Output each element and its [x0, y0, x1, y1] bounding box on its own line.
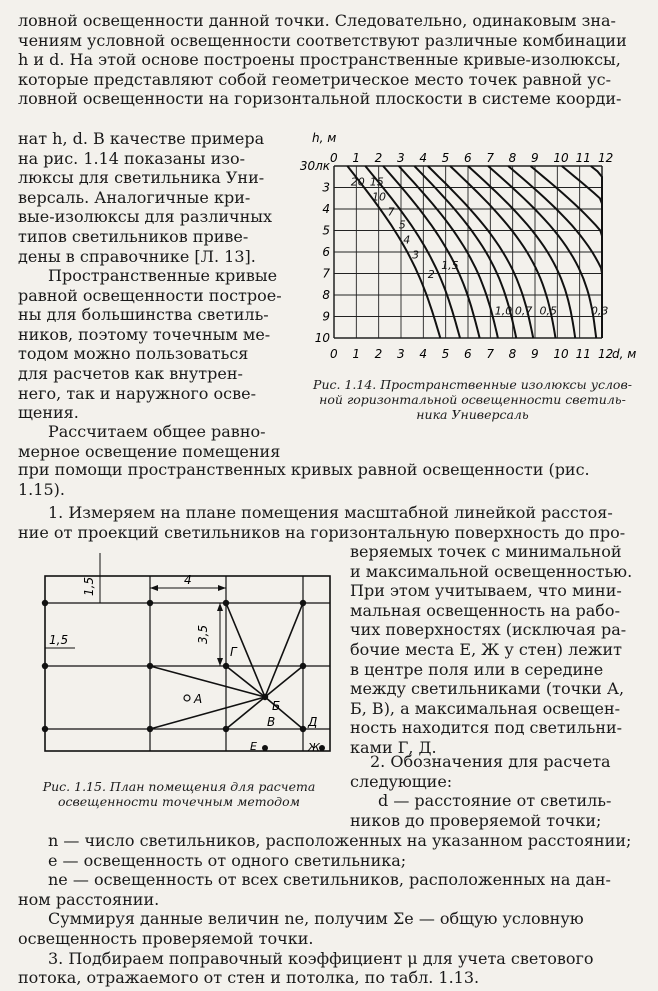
x-tick-label-top: 7: [486, 151, 494, 165]
text-line: чих поверхностях (исключая ра-: [350, 620, 627, 640]
x-tick-label-bottom: 10: [553, 347, 569, 361]
text-line: ловной освещенности на горизонтальной плоскости в системе коорди-: [18, 89, 622, 109]
step-1-paragraph: [18, 503, 630, 542]
x-tick-label-top: 5: [441, 151, 450, 165]
curve-label: 0,3: [590, 304, 609, 318]
figure-1-15-room-plan: [40, 548, 340, 758]
dimension-label-corner: 1,5: [82, 576, 96, 596]
arrow-head: [217, 658, 223, 666]
x-tick-label-top: 10: [553, 151, 569, 165]
text-line: мальная освещенность на рабо-: [350, 600, 620, 620]
curve-label: 20: [350, 175, 365, 189]
y-tick-label: 30лк: [299, 159, 330, 173]
x-tick-label-bottom: 0: [330, 347, 338, 361]
curve-label: 1,0: [494, 304, 513, 318]
arrow-head: [217, 603, 223, 611]
x-tick-label-bottom: 8: [508, 347, 517, 361]
y-axis-ticks: [300, 159, 331, 345]
text-line: 2. Обозначения для расчета: [370, 752, 611, 771]
arrow-head: [150, 585, 158, 591]
x-tick-label-bottom: 2: [374, 347, 383, 361]
text-line: версаль. Аналогичные кри-: [18, 187, 251, 207]
text-line: освещенность проверяемой точки.: [18, 928, 314, 948]
text-line: щения.: [18, 403, 79, 423]
caption-line: Рис. 1.15. План помещения для расчета: [42, 779, 316, 794]
x-tick-label-top: 8: [508, 151, 517, 165]
text-line: n — число светильников, расположенных на указанном расстоянии;: [48, 831, 632, 850]
x-tick-label-bottom: 12: [598, 347, 614, 361]
step-2-right-column: [350, 752, 630, 830]
text-line: Пространственные кривые: [48, 266, 278, 285]
text-line: дены в справочнике [Л. 13].: [18, 246, 256, 266]
curve-label: 0,7: [514, 304, 533, 318]
point-g-label: Г: [230, 645, 237, 659]
x-tick-label-top: 12: [598, 151, 614, 165]
text-line: ны для большинства светиль-: [18, 305, 269, 325]
x-tick-label-bottom: 9: [531, 347, 539, 361]
y-tick-label: 8: [322, 288, 330, 302]
text-line: ников, поэтому точечным ме-: [18, 324, 271, 344]
text-line: d — расстояние от светиль-: [378, 791, 612, 811]
text-line: люксы для светильника Уни-: [18, 168, 265, 188]
text-line: мерное освещение помещения: [18, 441, 281, 461]
text-line: чениям условной освещенности соответствуют различные комбинации: [18, 30, 627, 50]
point-a-marker: [184, 695, 190, 701]
step-1-right-column: [350, 542, 633, 758]
text-line: между светильниками (точки А,: [350, 679, 625, 699]
text-line: в центре поля или в середине: [350, 659, 604, 679]
x-axis-bottom-ticks: [330, 347, 613, 361]
curve-label: 15: [369, 175, 384, 189]
x-tick-label-bottom: 4: [419, 347, 427, 361]
x-axis-top-ticks: [330, 151, 613, 165]
x-tick-label-bottom: 1: [352, 347, 360, 361]
text-line: ne — освещенность от всех светильников, расположенных на дан-: [48, 870, 611, 890]
x-tick-label-top: 0: [330, 151, 338, 165]
y-tick-label: 6: [322, 245, 330, 259]
point-d-label: Д: [308, 715, 318, 729]
text-line: ность находится под светильни-: [350, 718, 623, 738]
dimension-label-left: 1,5: [49, 633, 69, 647]
dimension-label-vertical: 3,5: [196, 624, 210, 644]
text-line: При этом учитываем, что мини-: [350, 581, 622, 601]
curve-label: 5: [398, 218, 406, 232]
text-line: h и d. На этой основе построены пространственные кривые-изолюксы,: [18, 50, 621, 70]
paragraph-3: [18, 422, 280, 461]
y-tick-label: 10: [314, 331, 330, 345]
caption-line: ника Универсаль: [416, 407, 529, 422]
text-line: потока, отражаемого от стен и потолка, по табл. 1.13.: [18, 968, 480, 988]
text-line: при помощи пространственных кривых равной освещенности (рис.: [18, 460, 590, 479]
x-tick-label-top: 4: [419, 151, 427, 165]
caption-line: Рис. 1.14. Пространственные изолюксы услов-: [313, 377, 632, 392]
x-tick-label-top: 9: [531, 151, 539, 165]
x-tick-label-bottom: 3: [397, 347, 405, 361]
text-line: 3. Подбираем поправочный коэффициент μ для учета светового: [48, 948, 594, 968]
y-tick-label: 4: [322, 202, 330, 216]
text-line: веряемых точек с минимальной: [350, 542, 622, 561]
intro-paragraph: [18, 11, 630, 109]
curve-label: 1,5: [441, 259, 459, 273]
dimension-label-top: 4: [184, 573, 192, 587]
y-tick-label: 3: [322, 180, 330, 195]
paragraph-3-continued: [18, 460, 630, 499]
point-e-label: Е: [250, 740, 257, 753]
text-line: и максимальной освещенностью.: [350, 561, 633, 581]
text-line: бочие места Е, Ж у стен) лежит: [350, 639, 622, 659]
text-line: 1. Измеряем на плане помещения масштабной линейкой расстоя-: [48, 503, 613, 522]
text-line: e — освещенность от одного светильника;: [48, 850, 407, 870]
text-line: тодом можно пользоваться: [18, 344, 249, 364]
x-tick-label-bottom: 11: [575, 347, 591, 361]
y-axis-label: h, м: [312, 131, 337, 145]
x-tick-label-bottom: 7: [486, 347, 494, 361]
text-line: нат h, d. В качестве примера: [18, 129, 265, 148]
text-line: ками Г, Д.: [350, 737, 437, 757]
text-line: которые представляют собой геометрическое место точек равной ус-: [18, 69, 611, 89]
figure-1-14-caption: [300, 377, 645, 422]
x-tick-label-top: 1: [352, 151, 360, 165]
text-line: 1.15).: [18, 479, 65, 499]
curve-label: 10: [371, 190, 386, 204]
y-tick-label: 5: [322, 223, 330, 238]
curve-label: 4: [403, 233, 411, 247]
curve-label: 7: [387, 205, 395, 219]
paragraph-2: [18, 266, 280, 423]
figure-1-14-isolux-chart: [290, 128, 650, 368]
text-line: для расчетов как внутрен-: [18, 363, 243, 383]
text-line: ловной освещенности данной точки. Следовательно, одинаковым зна-: [18, 11, 616, 30]
x-axis-unit-label: d, м: [612, 347, 637, 361]
text-line: равной освещенности построе-: [18, 285, 282, 305]
curve-label: 0,5: [539, 304, 557, 318]
text-line: Суммируя данные величин ne, получим Σe — общую условную: [48, 909, 584, 929]
arrow-head: [218, 585, 226, 591]
point-v-label: В: [267, 715, 276, 729]
y-tick-label: 9: [322, 309, 330, 324]
figure-1-15-caption: [20, 779, 338, 809]
text-line: типов светильников приве-: [18, 226, 249, 246]
text-line: ном расстоянии.: [18, 889, 160, 909]
text-line: него, так и наружного осве-: [18, 383, 256, 403]
text-line: Рассчитаем общее равно-: [48, 422, 266, 441]
definitions-paragraph: [18, 831, 630, 988]
caption-line: освещенности точечным методом: [57, 794, 300, 809]
x-tick-label-bottom: 5: [441, 347, 450, 361]
text-line: на рис. 1.14 показаны изо-: [18, 148, 246, 168]
y-tick-label: 7: [322, 266, 330, 281]
text-line: следующие:: [350, 771, 453, 791]
x-tick-label-top: 11: [575, 151, 591, 165]
curve-label: 3: [412, 248, 420, 262]
x-tick-label-top: 2: [374, 151, 383, 165]
text-line: Б, В), а максимальная освещен-: [350, 698, 621, 718]
curve-label: 2: [427, 267, 435, 281]
caption-line: ной горизонтальной освещенности светиль-: [319, 392, 626, 407]
room-outline: [45, 576, 330, 751]
text-line: ников до проверяемой точки;: [350, 810, 602, 830]
text-line: ние от проекций светильников на горизонтальную поверхность до про-: [18, 522, 626, 542]
x-tick-label-top: 3: [397, 151, 405, 165]
point-a-label: А: [194, 692, 203, 706]
x-tick-label-top: 6: [464, 151, 472, 165]
x-tick-label-bottom: 6: [464, 347, 472, 361]
point-zh-label: Ж: [308, 741, 320, 754]
left-column-paragraph: [18, 129, 280, 266]
text-line: вые-изолюксы для различных: [18, 207, 273, 227]
point-b-label: Б: [272, 699, 281, 713]
